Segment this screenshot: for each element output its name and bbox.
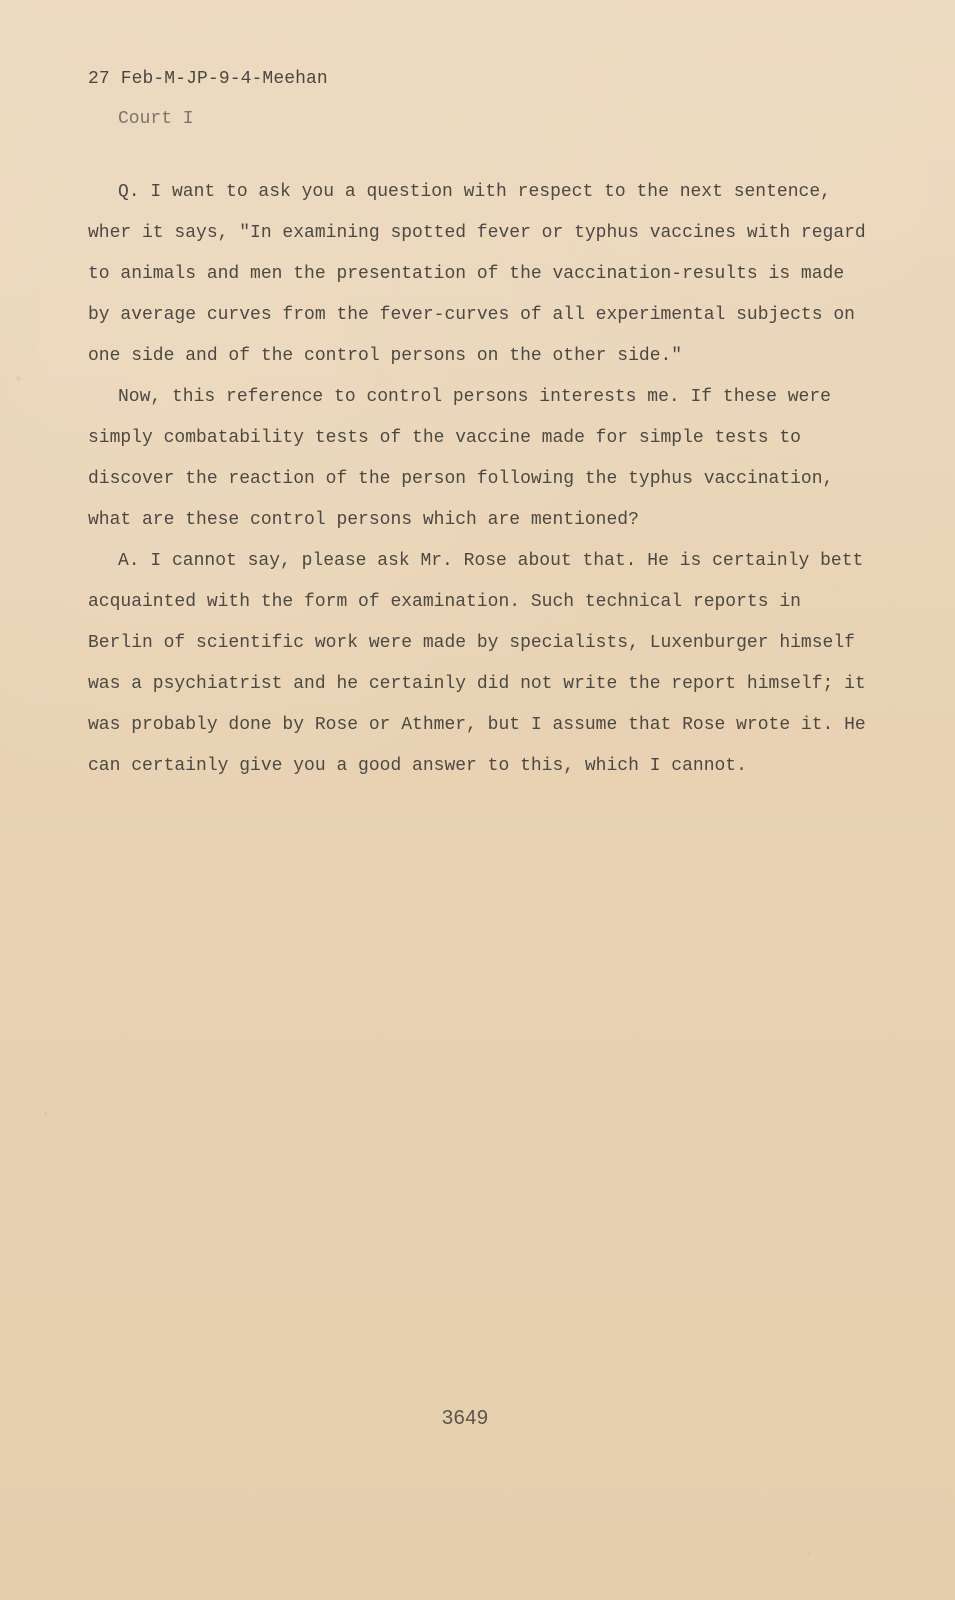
paper-speck xyxy=(16,376,21,381)
paper-speck xyxy=(807,1552,811,1556)
page-number: 3649 xyxy=(442,1407,489,1429)
paper-speck xyxy=(44,1112,47,1115)
document-header xyxy=(88,70,688,128)
paragraph-3: A. I cannot say, please ask Mr. Rose about that. He is certainly bett acquainted with the form of examination. Such technical reports in Berlin of scientific work were made by specialists, Luxenburger himself was a psychiatrist and he certainly did not write the report himself; it was probably done by Rose or Athmer, but I assume that Rose wrote it. He can certainly give you a good answer to this, which I cannot. xyxy=(88,551,866,776)
document-body xyxy=(88,172,868,787)
header-line-1: 27 Feb-M-JP-9-4-Meehan xyxy=(88,69,328,89)
paragraph-2: Now, this reference to control persons interests me. If these were simply combatability tests of the vaccine made for simple tests to discover the reaction of the person following the typhus vaccination, what are these control persons which are mentioned? xyxy=(88,387,834,530)
paragraph-1: Q. I want to ask you a question with respect to the next sentence, wher it says, "In examining spotted fever or typhus vaccines with regard to animals and men the presentation of the vaccination-results is made by average curves from the fever-curves of all experimental subjects on one side and of the control persons on the other side." xyxy=(88,182,866,366)
header-line-2: Court I xyxy=(118,109,194,129)
